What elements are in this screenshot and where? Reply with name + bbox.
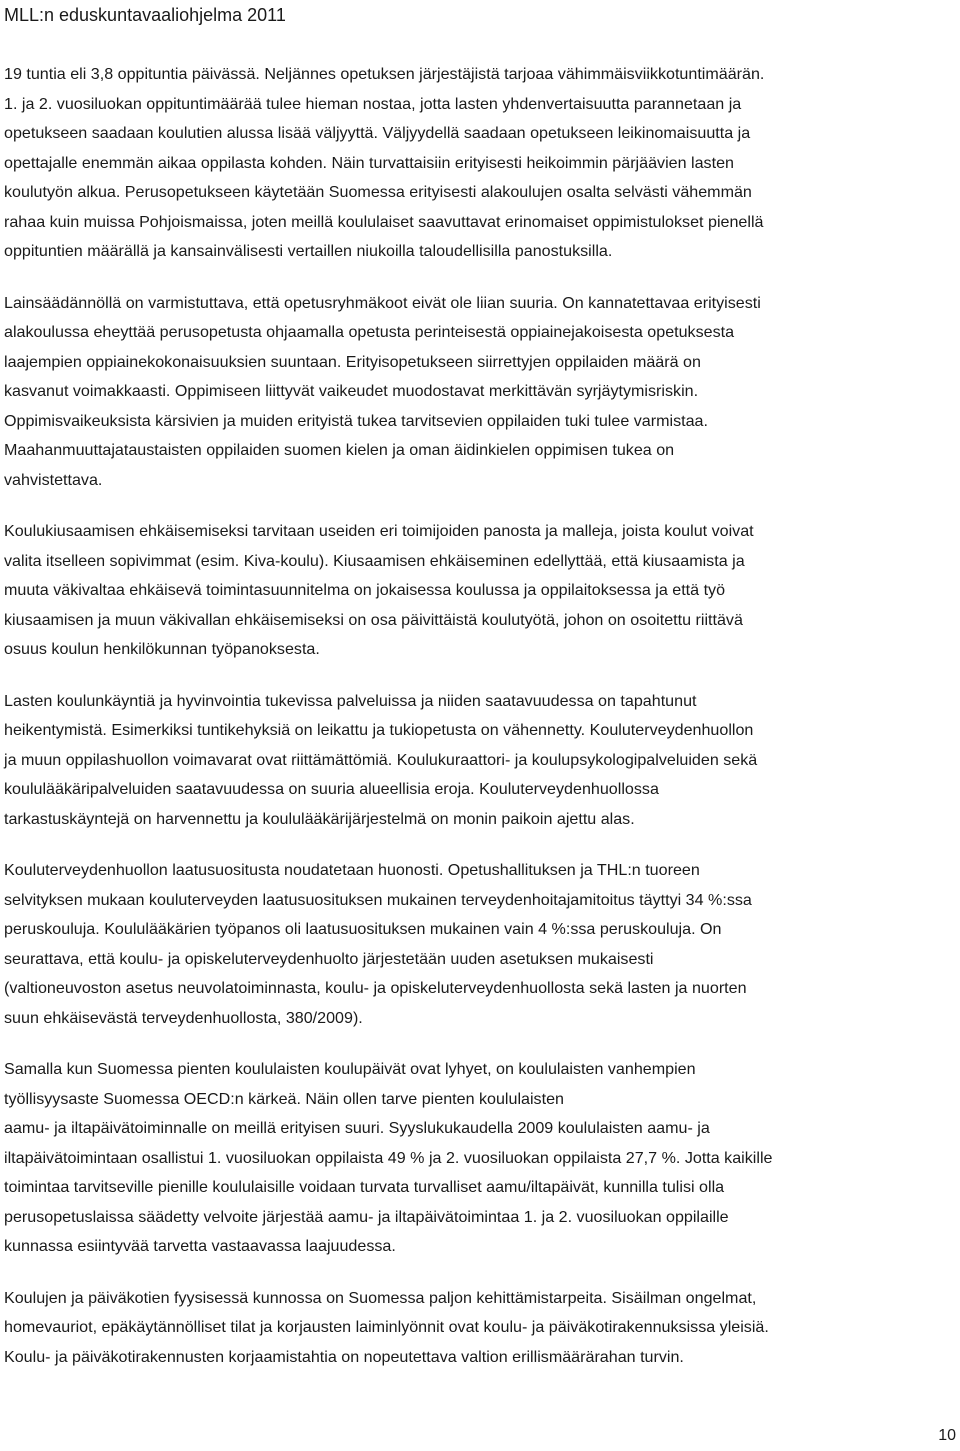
text-line: 1. ja 2. vuosiluokan oppituntimäärää tulee hieman nostaa, jotta lasten yhdenvertaisuutta parannetaan ja [4, 94, 742, 113]
text-line: heikentymistä. Esimerkiksi tuntikehyksiä on leikattu ja tukiopetusta on vähennetty. Kouluterveydenhuollon [4, 721, 754, 739]
text-line: työllisyysaste Suomessa OECD:n kärkeä. Näin ollen tarve pienten koululaisten [4, 1089, 564, 1108]
text-line: Koulujen ja päiväkotien fyysisessä kunnossa on Suomessa paljon kehittämistarpeita. Sisäilman ongelmat, [4, 1288, 757, 1307]
text-line: Samalla kun Suomessa pienten koululaisten koulupäivät ovat lyhyet, on koululaisten vanhempien [4, 1060, 696, 1078]
text-line: rahaa kuin muissa Pohjoismaissa, joten meillä koululaiset saavuttavat erinomaiset oppimistulokset pienellä [4, 212, 764, 231]
text-line: seurattava, että koulu- ja opiskeluterveydenhuolto järjestetään uuden asetuksen mukaisesti [4, 949, 654, 968]
text-line: opetukseen saadaan koulutien alussa lisää väljyyttä. Väljyydellä saadaan opetukseen leikinomaisuutta ja [4, 124, 751, 142]
paragraph [4, 1055, 956, 1262]
text-line: kiusaamisen ja muun väkivallan ehkäisemiseksi on osa päivittäistä koulutyötä, johon on osoitettu riittävä [4, 610, 743, 629]
paragraph [4, 60, 956, 267]
text-line: Maahanmuuttajataustaisten oppilaiden suomen kielen ja oman äidinkielen oppimisen tukea on [4, 441, 675, 459]
text-line: vahvistettava. [4, 470, 103, 489]
text-line: osuus koulun henkilökunnan työpanoksesta. [4, 640, 320, 658]
page-number: 10 [938, 1427, 956, 1444]
text-line: Lainsäädännöllä on varmistuttava, että opetusryhmäkoot eivät ole liian suuria. On kannatettavaa erityisesti [4, 293, 761, 312]
text-line: Lasten koulunkäyntiä ja hyvinvointia tukevissa palveluissa ja niiden saatavuudessa on tapahtunut [4, 691, 697, 710]
text-line: (valtioneuvoston asetus neuvolatoiminnasta, koulu- ja opiskeluterveydenhuollosta sekä lasten ja nuorten [4, 979, 747, 997]
text-line: alakoulussa eheyttää perusopetusta ohjaamalla opetusta perinteisestä oppiainejakoisesta opetuksesta [4, 323, 735, 341]
document-body [4, 60, 956, 1394]
paragraph [4, 1284, 956, 1373]
text-line: ja muun oppilashuollon voimavarat ovat riittämättömiä. Koulukuraattori- ja koulupsykologipalveluiden sekä [4, 750, 758, 769]
document-title: MLL:n eduskuntavaaliohjelma 2011 [4, 5, 286, 25]
text-line: tarkastuskäyntejä on harvennettu ja koululääkärijärjestelmä on monin paikoin ajettu alas. [4, 809, 635, 828]
text-line: koululääkäripalveluiden saatavuudessa on suuria alueellisia eroja. Kouluterveydenhuollossa [4, 780, 659, 798]
text-line: Kouluterveydenhuollon laatusuositusta noudatetaan huonosti. Opetushallituksen ja THL:n tuoreen [4, 861, 700, 879]
paragraph [4, 687, 956, 835]
text-line: homevauriot, epäkäytännölliset tilat ja korjausten laiminlyönnit ovat koulu- ja päiväkotirakennuksissa yleisiä. [4, 1318, 769, 1336]
text-line: kunnassa esiintyvää tarvetta vastaavassa laajuudessa. [4, 1237, 396, 1255]
text-line: peruskouluja. Koululääkärien työpanos oli laatusuosituksen mukainen vain 4 %:ssa peruskouluja. On [4, 920, 722, 938]
text-line: muuta väkivaltaa ehkäisevä toimintasuunnitelma on jokaisessa koulussa ja oppilaitoksessa ja että työ [4, 581, 726, 599]
text-line: oppituntien määrällä ja kansainvälisesti vertaillen niukoilla taloudellisilla panostuksilla. [4, 242, 613, 260]
text-line: Oppimisvaikeuksista kärsivien ja muiden erityistä tukea tarvitsevien oppilaiden tuki tulee varmistaa. [4, 411, 708, 430]
paragraph [4, 289, 956, 496]
text-line: valita itselleen sopivimmat (esim. Kiva-koulu). Kiusaamisen ehkäiseminen edellyttää, että kiusaamista ja [4, 551, 745, 570]
page-header [0, 0, 960, 50]
paragraph [4, 517, 956, 665]
text-line: koulutyön alkua. Perusopetukseen käytetään Suomessa erityisesti alakoulujen osalta selvästi vähemmän [4, 183, 752, 201]
text-line: kasvanut voimakkaasti. Oppimiseen liittyvät vaikeudet muodostavat merkittävän syrjäytymisriskin. [4, 382, 699, 400]
text-line: Koulu- ja päiväkotirakennusten korjaamistahtia on nopeutettava valtion erillismäärärahan turvin. [4, 1347, 684, 1366]
text-line: suun ehkäisevästä terveydenhuollosta, 380/2009). [4, 1008, 363, 1027]
text-line: aamu- ja iltapäivätoiminnalle on meillä erityisen suuri. Syyslukukaudella 2009 koululaisten aamu- ja [4, 1119, 710, 1137]
text-line: Koulukiusaamisen ehkäisemiseksi tarvitaan useiden eri toimijoiden panosta ja malleja, joista koulut voivat [4, 522, 754, 540]
text-line: opettajalle enemmän aikaa oppilasta kohden. Näin turvattaisiin erityisesti heikoimmin pärjäävien lasten [4, 153, 734, 172]
text-line: selvityksen mukaan kouluterveyden laatusuosituksen mukainen terveydenhoitajamitoitus täyttyi 34 %:ssa [4, 890, 752, 909]
text-line: iltapäivätoimintaan osallistui 1. vuosiluokan oppilaista 49 % ja 2. vuosiluokan oppilaista 27,7 %. Jotta kaikille [4, 1148, 773, 1167]
text-line: 19 tuntia eli 3,8 oppituntia päivässä. Neljännes opetuksen järjestäjistä tarjoaa vähimmäisviikkotuntimäärän. [4, 65, 765, 83]
paragraph [4, 856, 956, 1033]
text-line: toimintaa tarvitseville pienille koululaisille voidaan turvata turvalliset aamu/iltapäivät, kunnilla tulisi olla [4, 1178, 725, 1196]
text-line: laajempien oppiainekokonaisuuksien suuntaan. Erityisopetukseen siirrettyjen oppilaiden määrä on [4, 352, 701, 371]
text-line: perusopetuslaissa säädetty velvoite järjestää aamu- ja iltapäivätoimintaa 1. ja 2. vuosiluokan oppilaille [4, 1207, 729, 1226]
